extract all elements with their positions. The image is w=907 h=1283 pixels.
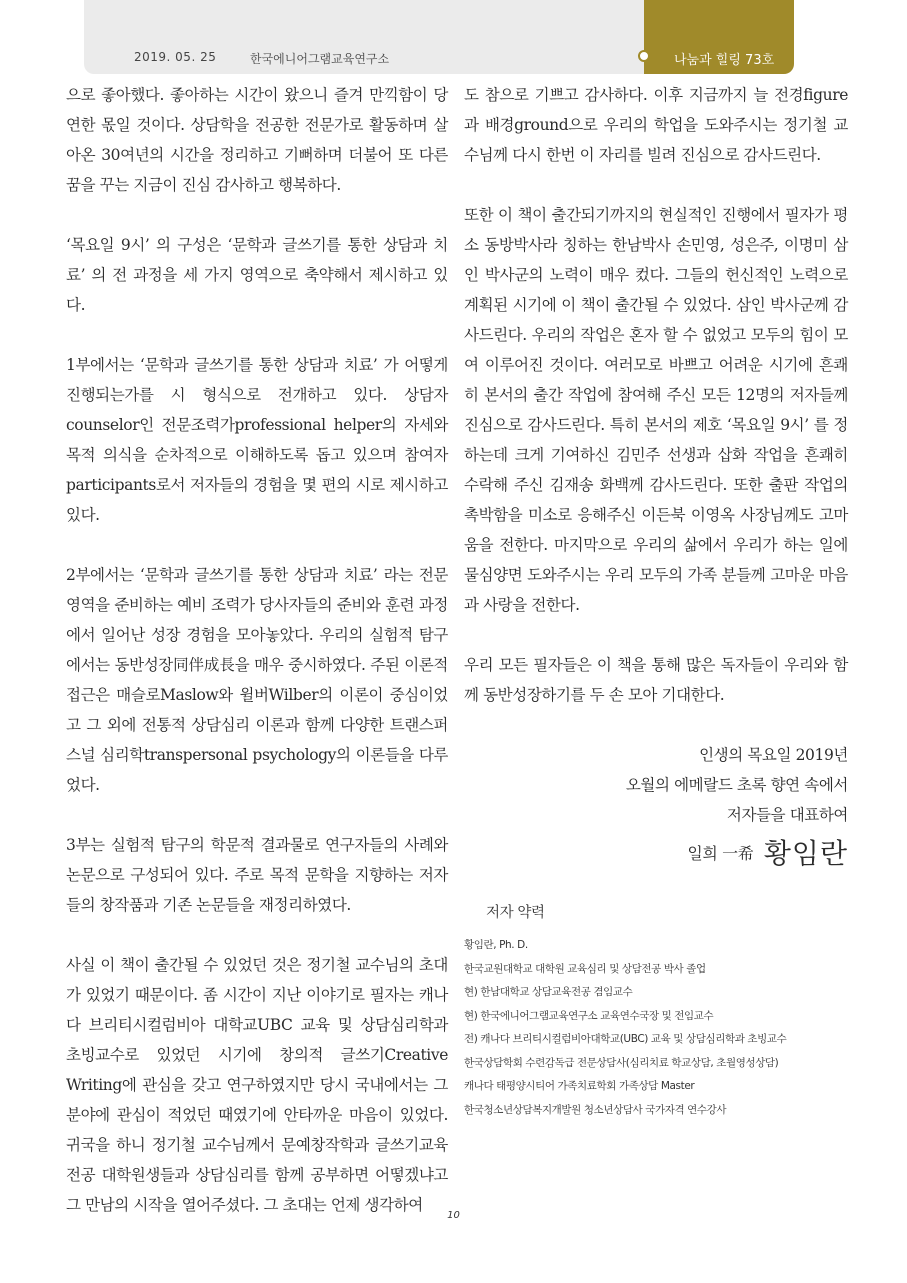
bio-item: 황임란, Ph. D. <box>464 939 528 951</box>
bio-item: 현) 한남대학교 상담교육전공 겸임교수 <box>464 986 633 998</box>
paragraph: ‘목요일 9시’ 의 구성은 ‘문학과 글쓰기를 통한 상담과 치료’ 의 전 과정을 세 가지 영역으로 축약해서 제시하고 있다. <box>66 236 448 314</box>
bio-item: 캐나다 태평양시티어 가족치료학회 가족상담 Master <box>464 1080 695 1092</box>
bio-item: 한국상담학회 수련감독급 전문상담사(심리치료 학교상담, 초월영성상담) <box>464 1056 779 1069</box>
signature-name: 황임란 <box>763 837 848 870</box>
header-dot-icon <box>638 50 650 62</box>
header-issue: 나눔과 힐링 73호 <box>674 53 775 68</box>
paragraph: 으로 좋아했다. 좋아하는 시간이 왔으니 즐겨 만끽함이 당연한 몫일 것이다. 상담학을 전공한 전문가로 활동하며 살아온 30여년의 시간을 정리하고 기뻐하며 더불어 또 다른 꿈을 꾸는 지금이 진심 감사하고 행복하다. <box>66 86 448 194</box>
page-number: 10 <box>447 1210 460 1221</box>
right-column <box>464 80 848 1122</box>
bio-item: 한국교원대학교 대학원 교육심리 및 상담전공 박사 졸업 <box>464 962 706 975</box>
header-organization: 한국에니어그램교육연구소 <box>250 52 390 66</box>
signature <box>464 838 848 884</box>
signature-pen-name: 일희 一希 <box>687 844 754 863</box>
bio-item: 현) 한국에니어그램교육연구소 교육연수국장 및 전임교수 <box>464 1009 714 1022</box>
paragraph: 2부에서는 ‘문학과 글쓰기를 통한 상담과 치료’ 라는 전문 영역을 준비하는 예비 조력가 당사자들의 준비와 훈련 과정에서 일어난 성장 경험을 모아놓았다. 우리의 실험적 탐구에서는 동반성장同伴成長을 매우 중시하였다. 주된 이론적 접근은 매슬로Maslow와 윌버Wilber의 이론이 중심이었고 그 외에 전통적 상담심리 이론과 함께 다양한 트랜스퍼스널 심리학transpersonal psychology의 이론들을 다루었다. <box>66 566 448 794</box>
page-header <box>84 0 794 74</box>
paragraph: 1부에서는 ‘문학과 글쓰기를 통한 상담과 치료’ 가 어떻게 진행되는가를 시 형식으로 전개하고 있다. 상담자counselor인 전문조력가professional helper의 자세와 목적 의식을 순차적으로 이해하도록 돕고 있으며 참여자participants로서 저자들의 경험을 몇 편의 시로 제시하고 있다. <box>66 356 448 524</box>
paragraph: 3부는 실험적 탐구의 학문적 결과물로 연구자들의 사례와 논문으로 구성되어 있다. 주로 목적 문학을 지향하는 저자들의 창작품과 기존 논문들을 재정리하였다. <box>66 836 448 914</box>
closing-line: 인생의 목요일 2019년 <box>699 746 848 764</box>
paragraph: 또한 이 책이 출간되기까지의 현실적인 진행에서 필자가 평소 동방박사라 칭하는 한남박사 손민영, 성은주, 이명미 삼인 박사군의 노력이 매우 컸다. 그들의 헌신적인 노력으로 계획된 시기에 이 책이 출간될 수 있었다. 삼인 박사군께 감사드린다. 우리의 작업은 혼자 할 수 없었고 모두의 힘이 모여 이루어진 것이다. 여러모로 바쁘고 어려운 시기에 흔쾌히 본서의 출간 작업에 참여해 주신 모든 12명의 저자들께 진심으로 감사드린다. 특히 본서의 제호 ‘목요일 9시’ 를 정하는데 크게 기여하신 김민주 선생과 삽화 작업을 흔쾌히 수락해 주신 김재송 화백께 감사드린다. 또한 출판 작업의 촉박함을 미소로 응해주신 이든북 이영옥 사장님께도 고마움을 전한다. 마지막으로 우리의 삶에서 우리가 하는 일에 물심양면 도와주시는 우리 모두의 가족 분들께 고마운 마음과 사랑을 전한다. <box>464 206 848 614</box>
closing-block <box>464 740 848 830</box>
paragraph: 사실 이 책이 출간될 수 있었던 것은 정기철 교수님의 초대가 있었기 때문이다. 좀 시간이 지난 이야기로 필자는 캐나다 브리티시컬럼비아 대학교UBC 교육 및 상담심리학과 초빙교수로 있었던 시기에 창의적 글쓰기Creative Writing에 관심을 갖고 연구하였지만 당시 국내에서는 그 분야에 관심이 적었던 때였기에 안타까운 마음이 있었다. 귀국을 하니 정기철 교수님께서 문예창작학과 글쓰기교육전공 대학원생들과 상담심리를 함께 공부하면 어떻겠냐고 그 만남의 시작을 열어주셨다. 그 초대는 언제 생각하여 <box>66 956 448 1214</box>
bio-item: 한국청소년상담복지개발원 청소년상담사 국가자격 연수강사 <box>464 1103 727 1116</box>
closing-line: 오월의 에메랄드 초록 향연 속에서 <box>625 776 848 794</box>
paragraph: 도 참으로 기쁘고 감사하다. 이후 지금까지 늘 전경figure과 배경ground으로 우리의 학업을 도와주시는 정기철 교수님께 다시 한번 이 자리를 빌려 진심으로 감사드린다. <box>464 86 848 164</box>
closing-line: 저자들을 대표하여 <box>726 806 848 824</box>
header-date: 2019. 05. 25 <box>134 50 217 64</box>
bio-title: 저자 약력 <box>486 905 545 921</box>
paragraph: 우리 모든 필자들은 이 책을 통해 많은 독자들이 우리와 함께 동반성장하기를 두 손 모아 기대한다. <box>464 656 848 704</box>
left-column <box>66 80 448 1220</box>
bio-item: 전) 캐나다 브리티시컬럼비아대학교(UBC) 교육 및 상담심리학과 초빙교수 <box>464 1033 787 1045</box>
bio-list <box>464 934 848 1122</box>
